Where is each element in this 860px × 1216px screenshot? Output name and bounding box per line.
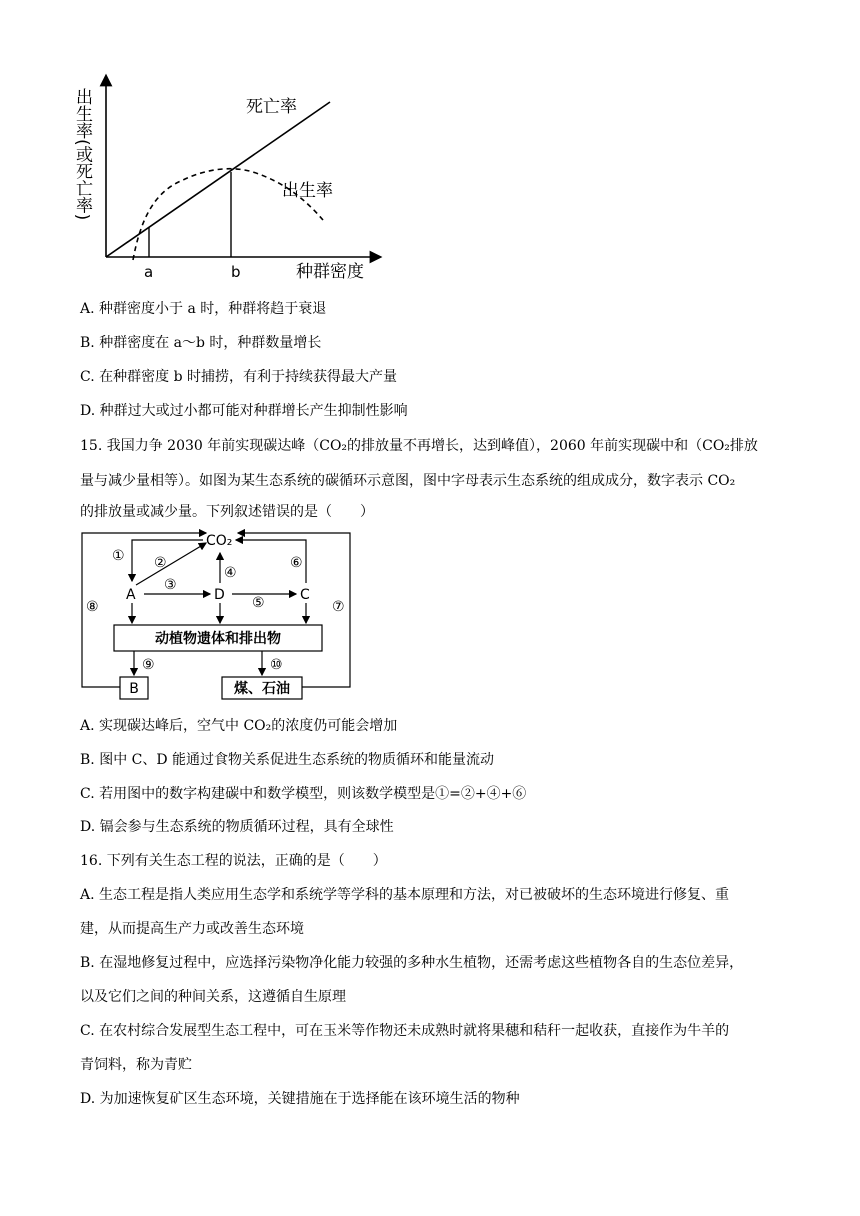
q16-option-c-line1: C. 在农村综合发展型生态工程中，可在玉米等作物还未成熟时就将果穗和秸秆一起收获，直接作为牛羊的 <box>80 1023 730 1039</box>
label-2: ② <box>154 555 167 571</box>
node-d: D <box>214 587 225 603</box>
carbon-cycle-diagram <box>78 527 358 705</box>
label-3: ③ <box>164 577 177 593</box>
q16-stem: 16. 下列有关生态工程的说法，正确的是（ ） <box>80 853 387 869</box>
q14-option-c: C. 在种群密度 b 时捕捞，有利于持续获得最大产量 <box>80 369 397 385</box>
label-1: ① <box>112 548 125 564</box>
label-9: ⑨ <box>142 657 155 673</box>
q15-option-a: A. 实现碳达峰后，空气中 CO₂的浓度仍可能会增加 <box>80 718 398 734</box>
q16-option-b-line1: B. 在湿地修复过程中，应选择污染物净化能力较强的多种水生植物，还需考虑这些植物各自的生态位差异， <box>80 955 744 971</box>
q15-option-c: C. 若用图中的数字构建碳中和数学模型，则该数学模型是①=②+④+⑥ <box>80 786 527 802</box>
x-axis-label: 种群密度 <box>296 262 364 282</box>
node-c: C <box>300 587 310 603</box>
q15-option-b: B. 图中 C、D 能通过食物关系促进生态系统的物质循环和能量流动 <box>80 752 495 768</box>
label-10: ⑩ <box>270 657 283 673</box>
arrow-1 <box>132 540 203 581</box>
node-a: A <box>126 587 136 603</box>
q16-option-c-line2: 青饲料，称为青贮 <box>80 1057 192 1073</box>
q16-option-a-line1: A. 生态工程是指人类应用生态学和系统学等学科的基本原理和方法，对已被破坏的生态环境进行修复、重 <box>80 887 730 903</box>
q14-option-b: B. 种群密度在 a～b 时，种群数量增长 <box>80 335 322 351</box>
tick-b: b <box>231 263 241 281</box>
fossil-label: 煤、石油 <box>234 681 290 697</box>
remains-label: 动植物遗体和排出物 <box>155 631 281 647</box>
q14-option-d: D. 种群过大或过小都可能对种群增长产生抑制性影响 <box>80 403 408 419</box>
q16-option-b-line2: 以及它们之间的种间关系，这遵循自生原理 <box>80 989 346 1005</box>
q15-stem-line3: 的排放量或减少量。下列叙述错误的是（ ） <box>80 504 374 520</box>
label-6: ⑥ <box>290 555 303 571</box>
tick-a: a <box>144 263 154 281</box>
label-4: ④ <box>224 565 237 581</box>
q15-stem-line2: 量与减少量相等）。如图为某生态系统的碳循环示意图，图中字母表示生态系统的组成成分，数字表示 CO₂ <box>80 473 736 489</box>
y-axis-label: 出生率(或死亡率) <box>72 88 92 221</box>
q15-stem-line1: 15. 我国力争 2030 年前实现碳达峰（CO₂的排放量不再增长，达到峰值），2060 年前实现碳中和（CO₂排放 <box>80 438 758 454</box>
birth-rate-label: 出生率 <box>282 181 333 201</box>
label-7: ⑦ <box>332 599 345 615</box>
co2-node: CO₂ <box>206 533 233 549</box>
node-b: B <box>129 681 139 697</box>
population-density-graph <box>72 72 398 287</box>
q15-option-d: D. 镉会参与生态系统的物质循环过程，具有全球性 <box>80 819 394 835</box>
q16-option-d: D. 为加速恢复矿区生态环境，关键措施在于选择能在该环境生活的物种 <box>80 1091 520 1107</box>
q16-option-a-line2: 建，从而提高生产力或改善生态环境 <box>80 921 304 937</box>
q14-option-a: A. 种群密度小于 a 时，种群将趋于衰退 <box>80 301 327 317</box>
label-8: ⑧ <box>86 599 99 615</box>
label-5: ⑤ <box>252 595 265 611</box>
death-rate-label: 死亡率 <box>246 97 297 117</box>
